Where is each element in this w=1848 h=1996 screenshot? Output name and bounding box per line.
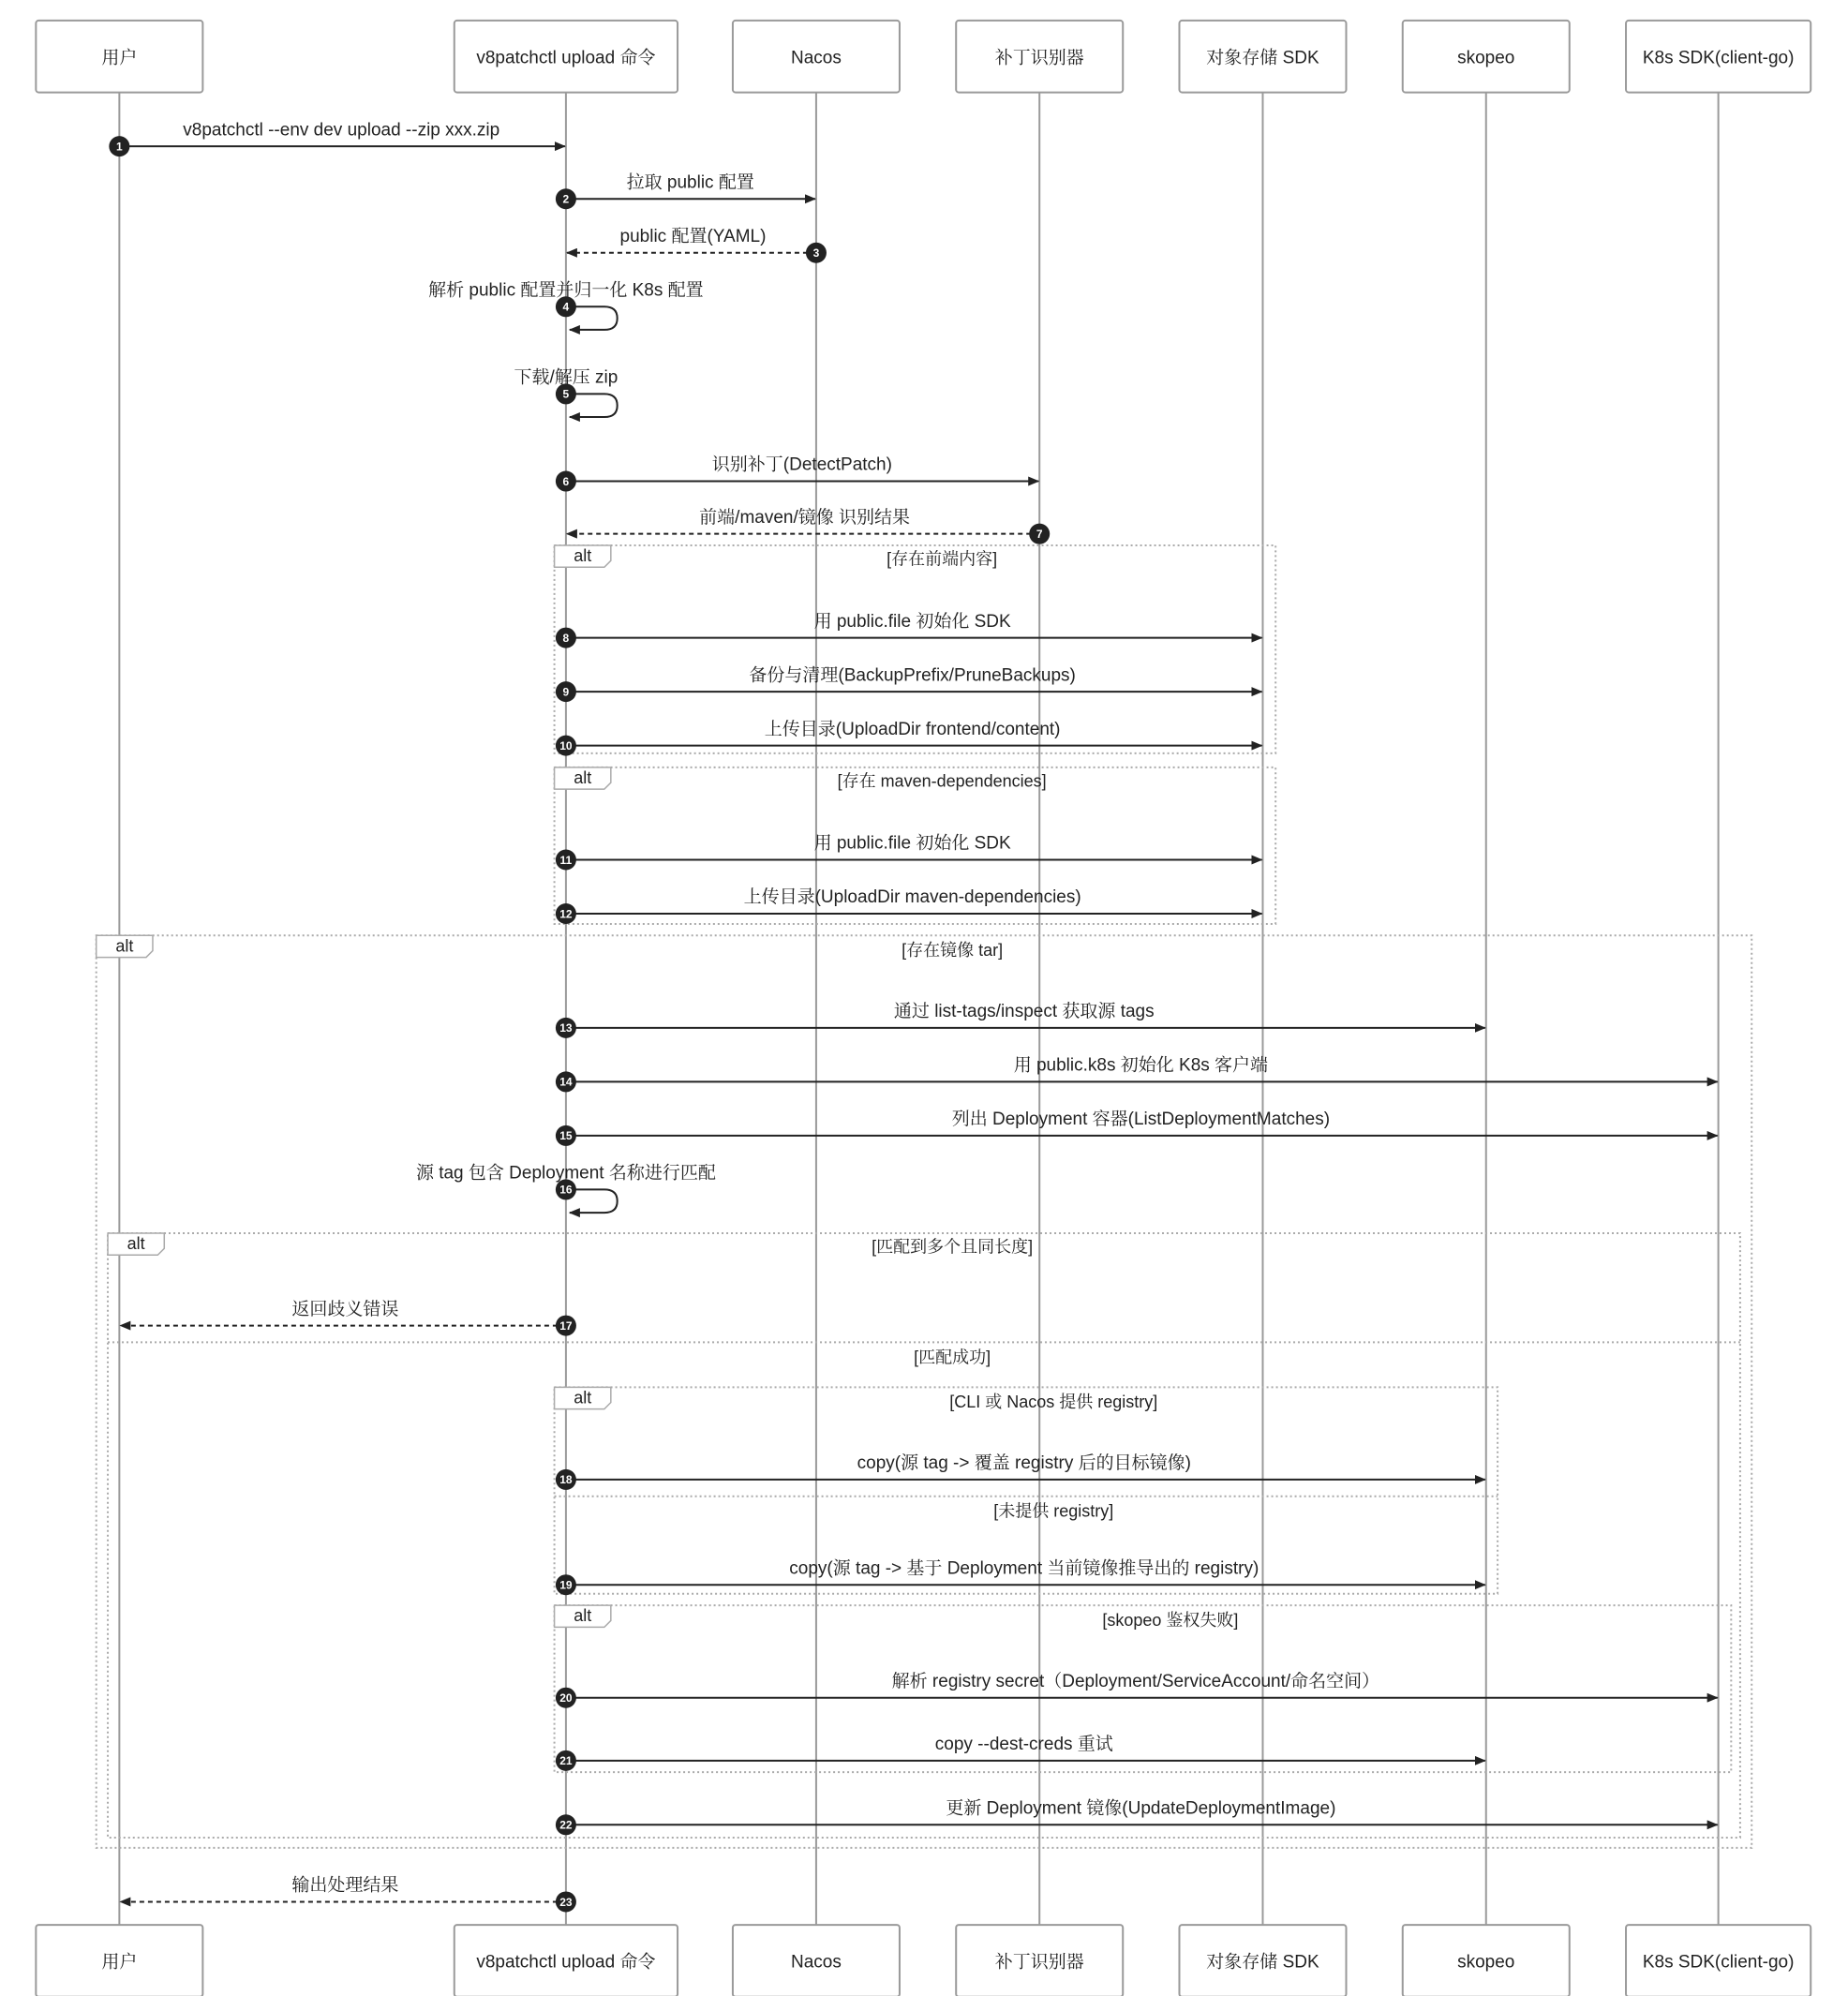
- fragment-keyword: alt: [574, 768, 592, 788]
- participant-label: Nacos: [791, 48, 842, 68]
- fragment-keyword: alt: [127, 1234, 145, 1254]
- participant-cli-bottom: [455, 1925, 678, 1996]
- message-label: 返回歧义错误: [291, 1299, 399, 1319]
- sequence-number: 22: [559, 1818, 573, 1832]
- participant-label: skopeo: [1457, 1952, 1515, 1973]
- message-label: copy(源 tag -> 基于 Deployment 当前镜像推导出的 registry): [789, 1558, 1259, 1579]
- participant-label: Nacos: [791, 1952, 842, 1973]
- participant-user-top: [36, 21, 202, 93]
- messages: [109, 120, 1717, 1912]
- fragment-alt-match: [108, 1233, 1740, 1838]
- fragment-condition: [存在 maven-dependencies]: [837, 771, 1047, 791]
- message-22: [556, 1797, 1718, 1835]
- sequence-number: 21: [559, 1754, 573, 1768]
- message-label: 拉取 public 配置: [626, 172, 754, 193]
- sequence-number: 11: [559, 853, 573, 867]
- fragment-condition: [存在镜像 tar]: [902, 941, 1004, 961]
- message-13: [556, 1001, 1485, 1038]
- message-label: 解析 public 配置并归一化 K8s 配置: [428, 280, 704, 301]
- participant-label: 补丁识别器: [994, 1952, 1084, 1973]
- participant-label: 补丁识别器: [994, 48, 1084, 68]
- participant-skopeo-top: [1403, 21, 1570, 93]
- message-label: 备份与清理(BackupPrefix/PruneBackups): [749, 665, 1076, 686]
- fragment-alt-image: [97, 935, 1752, 1848]
- message-9: [556, 664, 1262, 702]
- message-23: [120, 1875, 576, 1913]
- message-19: [556, 1557, 1485, 1595]
- fragment-keyword: alt: [574, 1606, 592, 1626]
- message-label: 用 public.file 初始化 SDK: [813, 611, 1011, 632]
- participant-label: K8s SDK(client-go): [1642, 1952, 1795, 1973]
- sequence-number: 3: [812, 246, 820, 261]
- fragment-condition: [skopeo 鉴权失败]: [1102, 1611, 1239, 1631]
- participant-label: v8patchctl upload 命令: [476, 1952, 656, 1973]
- sequence-number: 6: [562, 474, 570, 488]
- message-label: 解析 registry secret（Deployment/ServiceAccount/命名空间）: [891, 1671, 1380, 1691]
- sequence-number: 4: [562, 300, 570, 314]
- sequence-number: 15: [559, 1129, 573, 1143]
- message-17: [120, 1299, 576, 1336]
- fragments: [97, 545, 1752, 1848]
- fragment-condition: [CLI 或 Nacos 提供 registry]: [949, 1393, 1158, 1412]
- participant-nacos-bottom: [733, 1925, 900, 1996]
- sequence-number: 9: [562, 685, 570, 699]
- participant-user-bottom: [36, 1925, 202, 1996]
- message-label: v8patchctl --env dev upload --zip xxx.zip: [183, 120, 500, 141]
- message-20: [556, 1671, 1718, 1708]
- message-15: [556, 1109, 1718, 1146]
- message-label: 输出处理结果: [291, 1875, 399, 1896]
- sequence-number: 7: [1036, 527, 1043, 541]
- participant-label: K8s SDK(client-go): [1642, 48, 1795, 68]
- participant-label: 对象存储 SDK: [1206, 1952, 1319, 1973]
- participant-k8s-bottom: [1626, 1925, 1811, 1996]
- fragment-keyword: alt: [574, 546, 592, 566]
- message-1: [109, 120, 565, 156]
- message-label: 前端/maven/镜像 识别结果: [699, 507, 911, 528]
- fragment-keyword: alt: [115, 936, 134, 956]
- fragment-condition: [未提供 registry]: [993, 1501, 1114, 1521]
- sequence-number: 16: [559, 1183, 573, 1197]
- participant-label: 对象存储 SDK: [1206, 48, 1319, 68]
- message-11: [556, 833, 1262, 871]
- sequence-number: 10: [559, 738, 573, 752]
- participant-label: skopeo: [1457, 48, 1515, 68]
- message-label: 用 public.file 初始化 SDK: [813, 833, 1011, 854]
- fragment-condition: [存在前端内容]: [887, 549, 998, 569]
- sequence-number: 23: [559, 1895, 573, 1909]
- sequence-number: 14: [559, 1075, 573, 1089]
- sequence-number: 8: [562, 631, 570, 645]
- participant-detector-top: [956, 21, 1123, 93]
- sequence-number: 20: [559, 1691, 573, 1706]
- sequence-number: 2: [562, 192, 570, 206]
- message-14: [556, 1055, 1718, 1093]
- message-8: [556, 611, 1262, 648]
- participant-skopeo-bottom: [1403, 1925, 1570, 1996]
- sequence-number: 19: [559, 1578, 573, 1592]
- participant-detector-bottom: [956, 1925, 1123, 1996]
- message-18: [556, 1452, 1485, 1490]
- message-label: 通过 list-tags/inspect 获取源 tags: [893, 1002, 1155, 1022]
- message-label: 列出 Deployment 容器(ListDeploymentMatches): [951, 1110, 1331, 1130]
- sequence-number: 17: [559, 1318, 573, 1333]
- message-label: 用 public.k8s 初始化 K8s 客户端: [1013, 1055, 1269, 1076]
- participant-k8s-top: [1626, 21, 1811, 93]
- participant-label: 用户: [101, 48, 138, 68]
- fragment-condition: [匹配到多个且同长度]: [872, 1237, 1034, 1257]
- sequence-number: 1: [116, 140, 123, 154]
- message-10: [556, 719, 1262, 756]
- participant-oss-top: [1179, 21, 1346, 93]
- participant-nacos-top: [733, 21, 900, 93]
- message-label: copy --dest-creds 重试: [934, 1735, 1113, 1755]
- message-21: [556, 1734, 1485, 1771]
- fragment-keyword: alt: [574, 1388, 592, 1408]
- message-label: 上传目录(UploadDir frontend/content): [764, 719, 1061, 739]
- message-label: 上传目录(UploadDir maven-dependencies): [743, 887, 1081, 908]
- participant-label: v8patchctl upload 命令: [476, 48, 656, 68]
- message-2: [556, 171, 815, 209]
- sequence-number: 12: [559, 907, 573, 921]
- message-3: [567, 226, 827, 263]
- message-label: 源 tag 包含 Deployment 名称进行匹配: [415, 1163, 716, 1184]
- message-label: 更新 Deployment 镜像(UpdateDeploymentImage): [946, 1798, 1336, 1819]
- participant-cli-top: [455, 21, 678, 93]
- fragment-condition: [匹配成功]: [914, 1348, 991, 1367]
- sequence-number: 18: [559, 1473, 573, 1487]
- message-7: [567, 507, 1050, 544]
- message-label: public 配置(YAML): [619, 226, 767, 246]
- message-6: [556, 454, 1038, 492]
- message-12: [556, 886, 1262, 924]
- message-label: copy(源 tag -> 覆盖 registry 后的目标镜像): [857, 1453, 1191, 1474]
- message-label: 下载/解压 zip: [514, 367, 618, 388]
- sequence-number: 13: [559, 1021, 573, 1035]
- participant-oss-bottom: [1179, 1925, 1346, 1996]
- message-label: 识别补丁(DetectPatch): [711, 454, 892, 475]
- sequence-number: 5: [562, 387, 570, 401]
- participant-label: 用户: [101, 1952, 138, 1973]
